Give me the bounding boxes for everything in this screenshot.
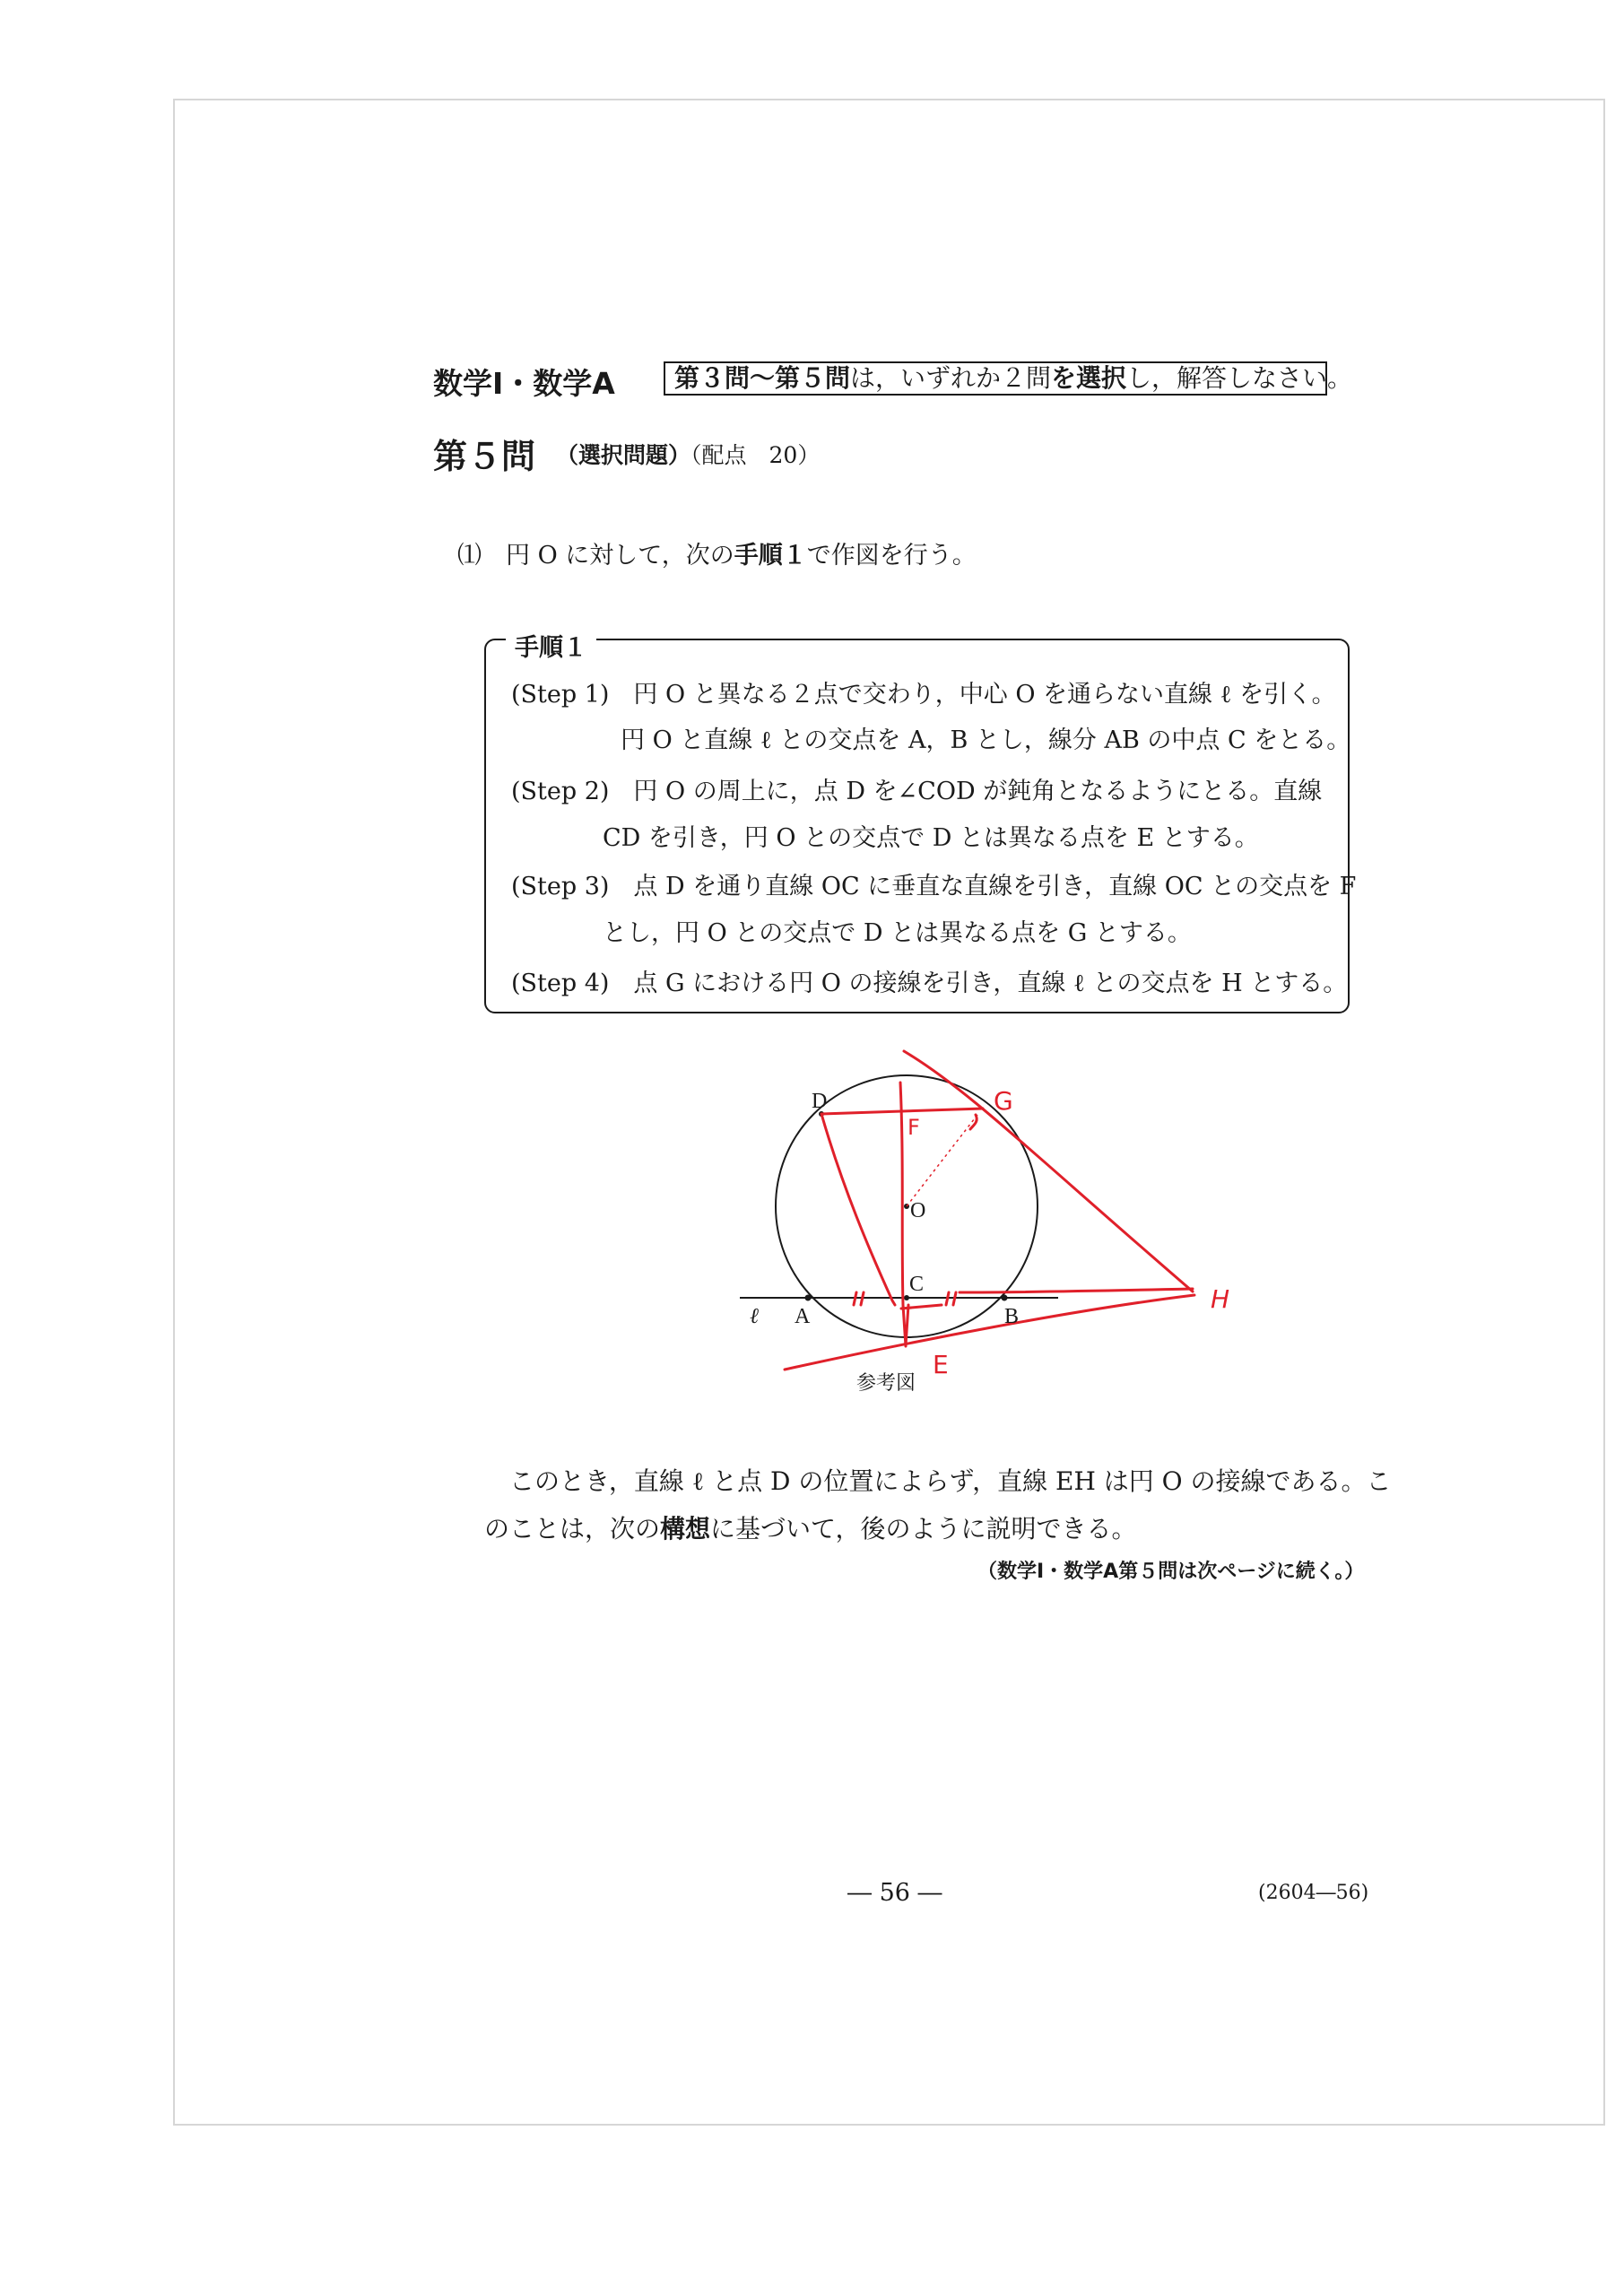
label-c: C bbox=[909, 1273, 925, 1296]
point-a-dot bbox=[805, 1295, 812, 1301]
exam-code: (2604―56) bbox=[1258, 1882, 1369, 1904]
red-line-eh bbox=[785, 1295, 1194, 1370]
label-a: A bbox=[795, 1305, 811, 1328]
label-h-handwritten: H bbox=[1211, 1284, 1230, 1314]
label-g-handwritten: G bbox=[994, 1086, 1013, 1116]
body-line-2-bold: 構想 bbox=[660, 1514, 711, 1544]
part-1-intro bbox=[457, 535, 977, 570]
notice-end: し，解答しなさい。 bbox=[1126, 363, 1353, 393]
procedure-step-1-cont: 円 O と直線 ℓ との交点を A，B とし，線分 AB の中点 C をとる。 bbox=[621, 726, 1351, 754]
notice-bold-2: を選択 bbox=[1051, 363, 1127, 393]
procedure-title: 手順１ bbox=[506, 628, 596, 663]
continued-note: （数学Ⅰ・数学A第５問は次ページに続く。） bbox=[977, 1561, 1365, 1583]
notice-mid: は，いずれか２問 bbox=[850, 363, 1052, 393]
label-ell: ℓ bbox=[750, 1305, 759, 1328]
red-line-oc bbox=[900, 1083, 906, 1346]
selection-notice bbox=[664, 361, 1353, 396]
question-points: （配点 20） bbox=[690, 442, 821, 468]
point-b-dot bbox=[1002, 1295, 1008, 1301]
procedure-step-2: (Step 2) 円 O の周上に，点 D を∠COD が鈍角となるようにとる。直線 bbox=[511, 778, 1323, 805]
question-number: 第５問 bbox=[433, 437, 536, 476]
body-line-2-suffix: に基づいて，後のように説明できる。 bbox=[710, 1514, 1137, 1544]
part-1-suffix: で作図を行う。 bbox=[806, 542, 977, 570]
body-line-2 bbox=[484, 1509, 1136, 1545]
label-f-handwritten: F bbox=[908, 1115, 920, 1140]
body-line-1: このとき，直線 ℓ と点 D の位置によらず，直線 EH は円 O の接線である。こ bbox=[509, 1466, 1392, 1496]
label-o: O bbox=[910, 1199, 926, 1222]
procedure-step-2-cont: CD を引き，円 O との交点で D とは異なる点を E とする。 bbox=[603, 824, 1259, 852]
red-right-angle-mark bbox=[970, 1115, 977, 1129]
question-type: （選択問題） bbox=[556, 442, 691, 468]
procedure-step-1: (Step 1) 円 O と異なる２点で交わり，中心 O を通らない直線 ℓ を引く。 bbox=[511, 681, 1336, 709]
page-number: ― 56 ― bbox=[847, 1879, 942, 1907]
body-line-2-prefix: のことは，次の bbox=[484, 1514, 661, 1544]
procedure-step-3-cont: とし，円 O との交点で D とは異なる点を G とする。 bbox=[603, 919, 1192, 947]
procedure-step-4: (Step 4) 点 G における円 O の接線を引き，直線 ℓ との交点を H とする。 bbox=[511, 970, 1348, 997]
notice-bold-1: 第３問～第５問 bbox=[674, 363, 851, 393]
subject-title: 数学Ⅰ・数学A bbox=[433, 366, 615, 401]
label-b: B bbox=[1004, 1305, 1020, 1328]
part-1-bold: 手順１ bbox=[734, 542, 807, 570]
figure-caption: 参考図 bbox=[856, 1372, 916, 1395]
red-line-de bbox=[821, 1114, 895, 1305]
question-meta bbox=[556, 438, 820, 470]
red-tangent-gh bbox=[904, 1051, 1193, 1292]
red-line-ch bbox=[960, 1289, 1193, 1292]
part-1-prefix: ⑴ 円 O に対して，次の bbox=[457, 542, 734, 570]
reference-figure bbox=[735, 1036, 1255, 1413]
label-e-handwritten: E bbox=[933, 1350, 949, 1379]
procedure-step-3: (Step 3) 点 D を通り直線 OC に垂直な直線を引き，直線 OC との交点を F bbox=[511, 873, 1357, 900]
label-d: D bbox=[812, 1090, 828, 1113]
red-line-e-stub bbox=[906, 1305, 908, 1345]
